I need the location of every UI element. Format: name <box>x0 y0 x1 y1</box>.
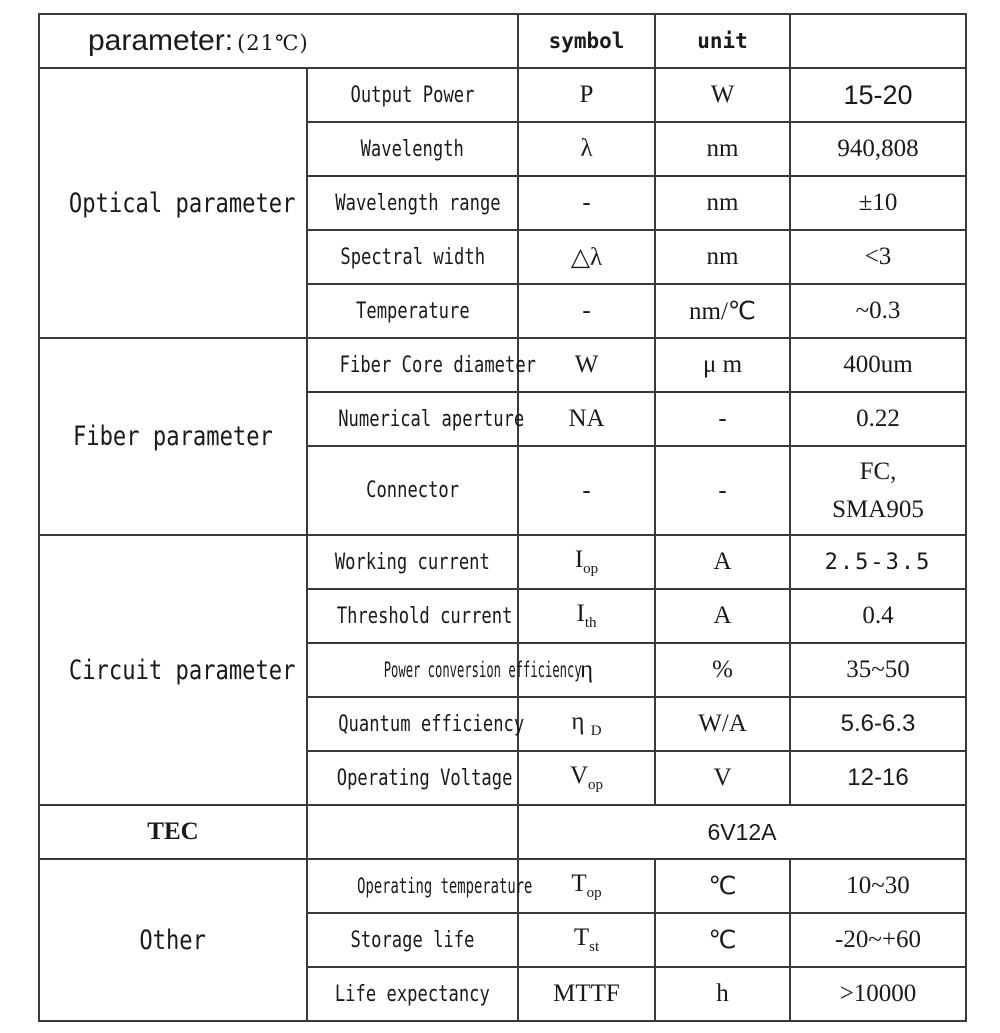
group-fiber: Fiber parameter <box>39 338 307 535</box>
param-value: 0.22 <box>790 392 966 446</box>
param-symbol: λ <box>518 122 655 176</box>
param-value: <3 <box>790 230 966 284</box>
table-row <box>39 535 966 589</box>
table-row <box>39 859 966 913</box>
param-value: ±10 <box>790 176 966 230</box>
table-row <box>39 805 966 859</box>
param-value: -20~+60 <box>790 913 966 967</box>
param-unit: nm/℃ <box>655 284 790 338</box>
param-value: 400um <box>790 338 966 392</box>
unit-header: unit <box>655 14 790 68</box>
param-unit: h <box>655 967 790 1021</box>
param-symbol: W <box>518 338 655 392</box>
param-value: 35~50 <box>790 643 966 697</box>
param-value: 15-20 <box>790 68 966 122</box>
connector-value-line1: FC, <box>859 457 897 485</box>
param-name: Life expectancy <box>307 967 518 1021</box>
param-name: Spectral width <box>307 230 518 284</box>
param-unit: A <box>655 589 790 643</box>
param-name: Operating Voltage <box>307 751 518 805</box>
param-symbol: η $_D$ <box>518 697 655 751</box>
param-unit: A <box>655 535 790 589</box>
value-header <box>790 14 966 68</box>
connector-value-line2: SMA905 <box>832 495 924 523</box>
param-unit: V <box>655 751 790 805</box>
param-unit: μ m <box>655 338 790 392</box>
param-name: Working current <box>307 535 518 589</box>
param-symbol: $I_{th}$ <box>518 589 655 643</box>
table-row <box>39 68 966 122</box>
param-name: Power conversion efficiency <box>307 643 518 697</box>
param-value: >10000 <box>790 967 966 1021</box>
param-symbol: MTTF <box>518 967 655 1021</box>
tec-value: 6V12A <box>518 805 966 859</box>
param-symbol: $T_{st}$ <box>518 913 655 967</box>
param-name: Fiber Core diameter <box>307 338 518 392</box>
group-optical: Optical parameter <box>39 68 307 338</box>
param-unit: ℃ <box>655 913 790 967</box>
param-unit: nm <box>655 176 790 230</box>
param-name: Storage life <box>307 913 518 967</box>
param-value: 12-16 <box>790 751 966 805</box>
param-value <box>790 446 966 535</box>
param-name: Numerical aperture <box>307 392 518 446</box>
param-value: ~0.3 <box>790 284 966 338</box>
tec-empty-cell <box>307 805 518 859</box>
param-unit: - <box>655 446 790 535</box>
temperature-condition: (21℃) <box>237 31 309 55</box>
param-symbol: - <box>518 176 655 230</box>
param-symbol: η <box>518 643 655 697</box>
param-symbol: △λ <box>518 230 655 284</box>
param-unit: nm <box>655 230 790 284</box>
param-name: Wavelength range <box>307 176 518 230</box>
param-unit: ℃ <box>655 859 790 913</box>
param-symbol: NA <box>518 392 655 446</box>
param-name: Connector <box>307 446 518 535</box>
param-symbol: P <box>518 68 655 122</box>
param-name: Operating temperature <box>307 859 518 913</box>
param-unit: - <box>655 392 790 446</box>
param-symbol: - <box>518 284 655 338</box>
parameter-header-label: parameter: <box>88 24 234 57</box>
param-value: 0.4 <box>790 589 966 643</box>
param-symbol: - <box>518 446 655 535</box>
parameter-table <box>38 13 967 1022</box>
param-unit: W <box>655 68 790 122</box>
param-value: 940,808 <box>790 122 966 176</box>
param-name: Quantum efficiency <box>307 697 518 751</box>
param-symbol: $V_{op}$ <box>518 751 655 805</box>
param-name: Temperature <box>307 284 518 338</box>
table-row <box>39 338 966 392</box>
param-unit: % <box>655 643 790 697</box>
param-symbol: $I_{op}$ <box>518 535 655 589</box>
header-row <box>39 14 966 68</box>
param-value: 2.5-3.5 <box>790 535 966 589</box>
group-other: Other <box>39 859 307 1021</box>
param-symbol: $T_{op}$ <box>518 859 655 913</box>
param-name: Output Power <box>307 68 518 122</box>
group-tec: TEC <box>39 805 307 859</box>
param-value: 5.6-6.3 <box>790 697 966 751</box>
param-name: Wavelength <box>307 122 518 176</box>
param-unit: nm <box>655 122 790 176</box>
param-name: Threshold current <box>307 589 518 643</box>
group-circuit: Circuit parameter <box>39 535 307 805</box>
param-unit: W/A <box>655 697 790 751</box>
symbol-header: symbol <box>518 14 655 68</box>
parameter-header <box>39 14 518 68</box>
param-value: 10~30 <box>790 859 966 913</box>
